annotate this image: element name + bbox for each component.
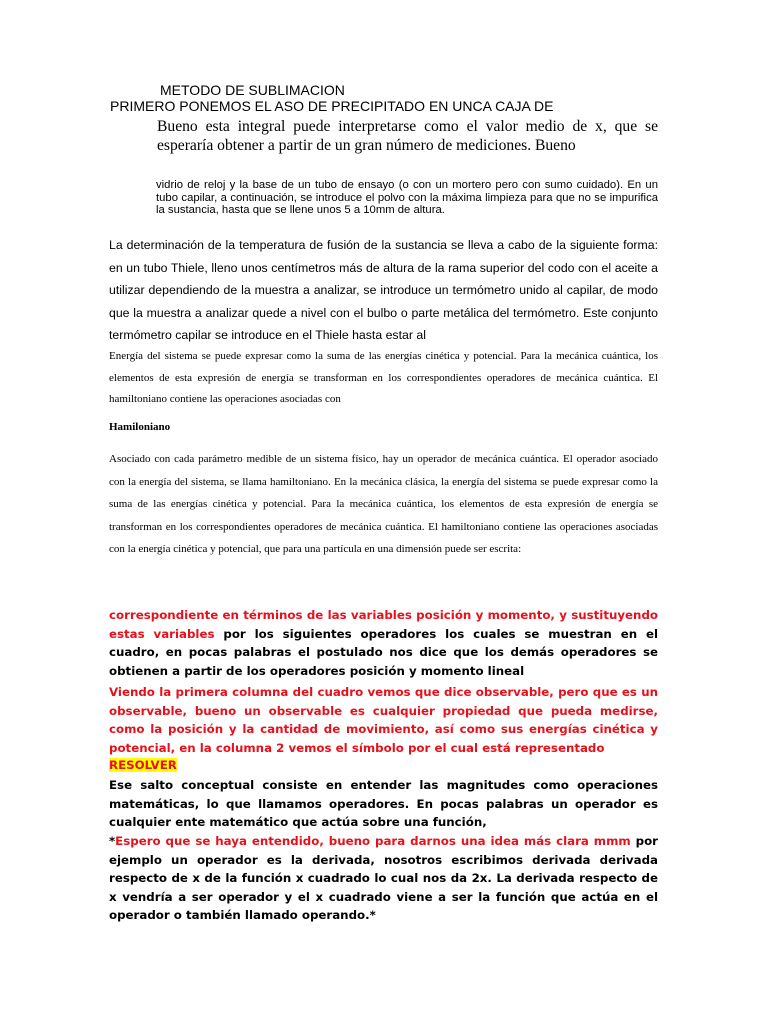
example-asterisk: * [109,834,116,848]
example-red-text: Espero que se haya entendido, bueno para darnos una idea más clara mmm [115,834,631,848]
energy-paragraph: Energía del sistema se puede expresar como la suma de las energías cinética y potencial. Para la mecánica cuántica, los elementos de esta expresión de energía se transforman en los correspondientes operadores de mecánica cuántica. El hamiltoniano contiene las operaciones asociadas con [109,350,658,405]
capillary-paragraph: vidrio de reloj y la base de un tubo de ensayo (o con un mortero pero con sumo cuidado). En un tubo capilar, a continuación, se introduce el polvo con la máxima limpieza para que no se impurifica la sustancia, hasta que se llene unos 5 a 10mm de altura. [156,179,658,216]
doc-title: METODO DE SUBLIMACION [160,82,345,98]
melting-paragraph: La determinación de la temperatura de fusión de la sustancia se lleva a cabo de la siguiente forma: en un tubo Thiele, lleno unos centímetros más de altura de la rama superior del codo con el aceite a utilizar dependiendo de la muestra a analizar, se introduce un termómetro unido al capilar, de modo que la muestra a analizar quede a nivel con el bulbo o parte metálica del termómetro. Este conjunto termómetro capilar se introduce en el Thiele hasta estar al [109,238,658,342]
doc-subtitle: PRIMERO PONEMOS EL ASO DE PRECIPITADO EN UNCA CAJA DE [110,98,554,114]
resolver-label [109,757,177,774]
operators-paragraph [109,606,658,680]
concept-paragraph: Ese salto conceptual consiste en entender las magnitudes como operaciones matemáticas, lo que llamamos operadores. En pocas palabras un operador es cualquier ente matemático que actúa sobre una función, [109,778,658,829]
operators-red-text: correspondiente en términos de las variables posición y momento, y sustituyendo estas variables [109,608,658,641]
example-black-text: por ejemplo un operador es la derivada, nosotros escribimos derivada derivada respecto de x de la función x cuadrado lo cual nos da 2x. La derivada respecto de x vendría a ser operador y el x cuadrado viene a ser la función que actúa en el operador o también llamado operando.* [109,834,658,922]
operators-black-text: por los siguientes operadores los cuales se muestran en el cuadro, en pocas palabras el postulado nos dice que los demás operadores se obtienen a partir de los operadores posición y momento lineal [109,626,659,678]
resolver-highlight: RESOLVER [109,758,177,772]
section-heading: Hamiloniano [109,421,171,433]
example-paragraph [109,832,658,925]
observable-paragraph: Viendo la primera columna del cuadro vemos que dice observable, pero que es un observable, bueno un observable es cualquier propiedad que pueda medirse, como la posición y la cantidad de movimiento, así como sus energías cinética y potencial, en la columna 2 vemos el símbolo por el cual está representado [109,685,658,755]
integral-paragraph: Bueno esta integral puede interpretarse como el valor medio de x, que se esperaría obtener a partir de un gran número de mediciones. Bueno [157,118,658,154]
hamiltonian-paragraph: Asociado con cada parámetro medible de un sistema físico, hay un operador de mecánica cuántica. El operador asociado con la energía del sistema, se llama hamiltoniano. En la mecánica clásica, la energía del sistema se puede expresar como la suma de las energías cinética y potencial. Para la mecánica cuántica, los elementos de esta expresión de energía se transforman en los correspondientes operadores de mecánica cuántica. El hamiltoniano contiene las operaciones asociadas con la energía cinética y potencial, que para una partícula en una dimensión puede ser escrita: [109,453,658,555]
